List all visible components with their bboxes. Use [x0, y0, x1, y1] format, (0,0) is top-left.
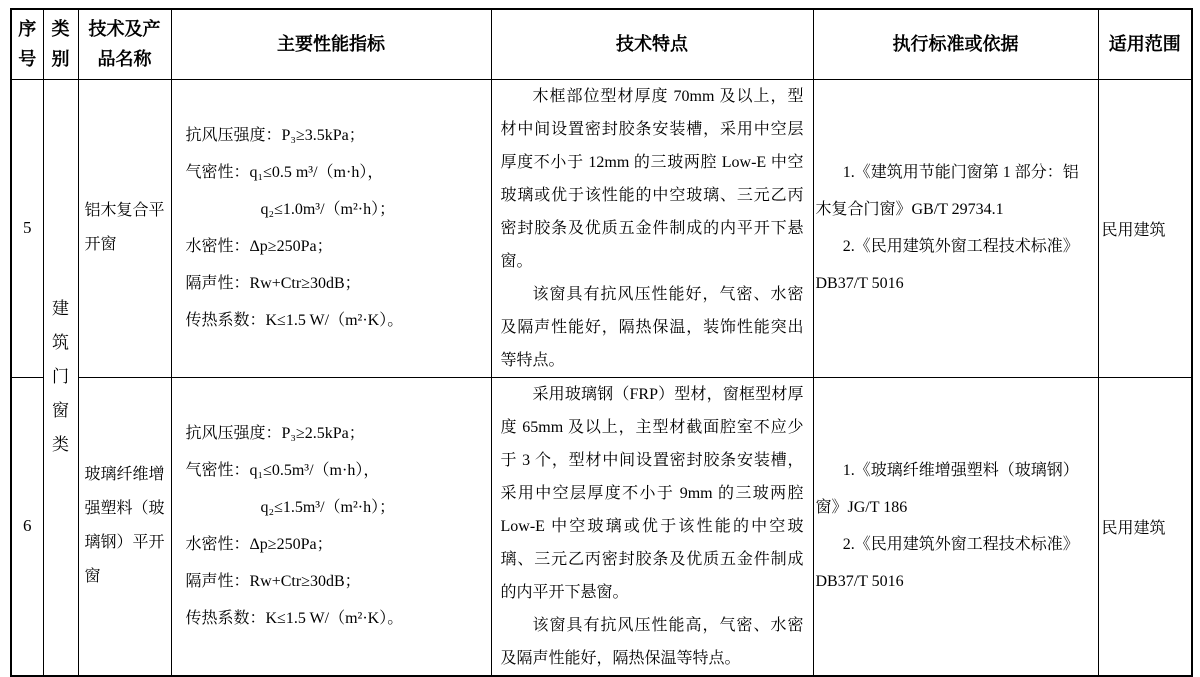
row6-perf-water-tightness: 水密性：Δp≥250Pa； [185, 536, 333, 553]
column-header-product: 技术及产品名称 [78, 9, 171, 79]
row5-features-cell [491, 79, 813, 377]
row5-perf-wind-pressure: 抗风压强度：P₃≥3.5kPa； [185, 127, 365, 144]
row6-standard-2: 2.《民用建筑外窗工程技术标准》DB37/T 5016 [815, 536, 1079, 590]
product-spec-table [10, 8, 1193, 677]
row5-perf-air-tightness-q2: q₂≤1.0m³/（m²·h）； [260, 201, 396, 218]
row5-product-name: 铝木复合平开窗 [78, 79, 171, 377]
row6-perf-wind-pressure: 抗风压强度：P₃≥2.5kPa； [185, 425, 365, 442]
row5-feature-paragraph-2: 该窗具有抗风压性能好，气密、水密及隔声性能好，隔热保温，装饰性能突出等特点。 [500, 285, 804, 369]
row6-perf-sound-insulation: 隔声性：Rw+Ctr≥30dB； [185, 573, 361, 590]
row5-perf-water-tightness: 水密性：Δp≥250Pa； [185, 238, 333, 255]
row6-feature-paragraph-2: 该窗具有抗风压性能高，气密、水密及隔声性能好，隔热保温等特点。 [500, 616, 804, 667]
row6-scope: 民用建筑 [1098, 377, 1192, 676]
row5-perf-sound-insulation: 隔声性：Rw+Ctr≥30dB； [185, 275, 361, 292]
row6-standard-1: 1.《玻璃纤维增强塑料（玻璃钢）窗》JG/T 186 [815, 462, 1079, 516]
row6-perf-air-tightness-q2: q₂≤1.5m³/（m²·h）； [260, 499, 396, 516]
category-cell: 建筑门窗类 [43, 79, 78, 676]
row6-perf-heat-transfer: 传热系数：K≤1.5 W/（m²·K）。 [185, 610, 404, 627]
row6-performance-cell [171, 377, 491, 676]
column-header-performance: 主要性能指标 [171, 9, 491, 79]
row5-perf-heat-transfer: 传热系数：K≤1.5 W/（m²·K）。 [185, 312, 404, 329]
row5-scope: 民用建筑 [1098, 79, 1192, 377]
row6-standards-cell [813, 377, 1098, 676]
row6-perf-air-tightness-q1: 气密性：q₁≤0.5m³/（m·h）， [185, 462, 380, 479]
column-header-scope: 适用范围 [1098, 9, 1192, 79]
row5-serial-number: 5 [11, 79, 43, 377]
row5-standard-2: 2.《民用建筑外窗工程技术标准》DB37/T 5016 [815, 238, 1079, 292]
row5-standards-cell [813, 79, 1098, 377]
document-page [10, 8, 1193, 677]
row5-performance-cell [171, 79, 491, 377]
row6-serial-number: 6 [11, 377, 43, 676]
row5-standard-1: 1.《建筑用节能门窗第 1 部分：铝木复合门窗》GB/T 29734.1 [815, 164, 1079, 218]
column-header-features: 技术特点 [491, 9, 813, 79]
column-header-standards: 执行标准或依据 [813, 9, 1098, 79]
table-row-6 [11, 377, 1192, 676]
column-header-no: 序号 [11, 9, 43, 79]
column-header-category: 类别 [43, 9, 78, 79]
row6-feature-paragraph-1: 采用玻璃钢（FRP）型材，窗框型材厚度 65mm 及以上，主型材截面腔室不应少于 3 个，型材中间设置密封胶条安装槽，采用中空层厚度不小于 9mm 的三玻两腔 Low-E 中空玻璃或优于该性能的中空玻璃、三元乙丙密封胶条及优质五金件制成的内平开下悬窗。 [500, 385, 804, 601]
row6-features-cell [491, 377, 813, 676]
table-row-5 [11, 79, 1192, 377]
row6-product-name: 玻璃纤维增强塑料（玻璃钢）平开窗 [78, 377, 171, 676]
header-row [11, 9, 1192, 79]
row5-perf-air-tightness-q1: 气密性：q₁≤0.5 m³/（m·h）， [185, 164, 384, 181]
row5-feature-paragraph-1: 木框部位型材厚度 70mm 及以上，型材中间设置密封胶条安装槽，采用中空层厚度不小于 12mm 的三玻两腔 Low-E 中空玻璃或优于该性能的中空玻璃、三元乙丙密封胶条及优质五金件制成的内平开下悬窗。 [500, 87, 804, 270]
